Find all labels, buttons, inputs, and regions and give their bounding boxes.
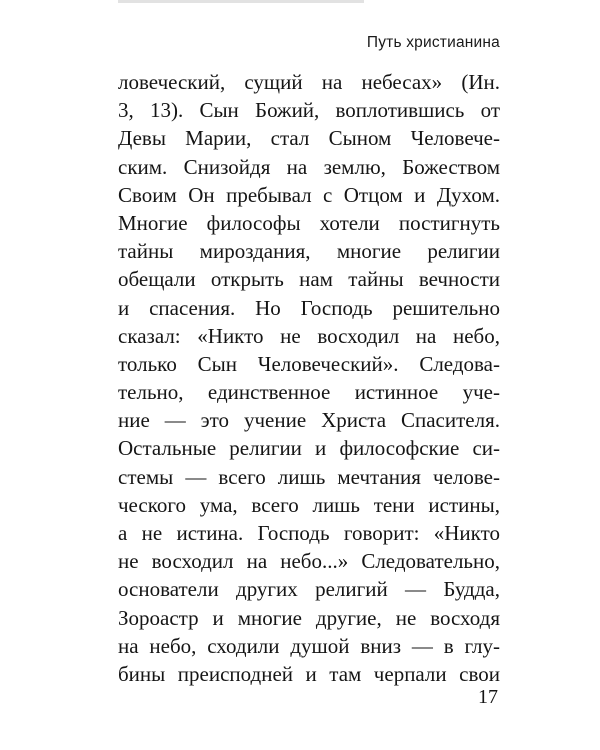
text-line: Своим Он пребывал с Отцом и Духом. (118, 182, 500, 207)
text-line: тайны мироздания, многие религии (118, 239, 500, 264)
text-line: ловеческий, сущий на небесах» (Ин. (118, 70, 500, 94)
text-line: и спасения. Но Господь решительно (118, 295, 500, 320)
text-line: а не истина. Господь говорит: «Никто (118, 521, 500, 545)
text-line: основатели других религий — Будда, (118, 577, 500, 602)
text-line: Зороастр и многие другие, не восходя (118, 605, 500, 630)
text-line: бины преисподней и там черпали свои (118, 661, 500, 686)
text-line: тельно, единственное истинное уче- (118, 380, 500, 405)
text-line: обещали открыть нам тайны вечности (118, 267, 500, 292)
top-rule (118, 0, 364, 3)
text-line: Девы Марии, стал Сыном Человече- (118, 126, 500, 151)
text-line: Остальные религии и философские си- (118, 436, 500, 461)
text-line: ческого ума, всего лишь тени истины, (118, 492, 500, 517)
text-line: на небо, сходили душой вниз — в глу- (118, 633, 500, 658)
text-line: ским. Снизойдя на землю, Божеством (118, 154, 500, 179)
text-line: ние — это учение Христа Спасителя. (118, 408, 500, 433)
text-line: сказал: «Никто не восходил на небо, (118, 323, 500, 348)
text-line: только Сын Человеческий». Следова- (118, 351, 500, 376)
text-line: Многие философы хотели постигнуть (118, 210, 500, 235)
page-number: 17 (478, 686, 498, 708)
body-text (118, 68, 500, 688)
text-line: 3, 13). Сын Божий, воплотившись от (118, 98, 500, 123)
running-header: Путь христианина (366, 34, 500, 51)
text-line: стемы — всего лишь мечтания челове- (118, 464, 500, 489)
text-line: не восходил на небо...» Следовательно, (118, 549, 500, 574)
